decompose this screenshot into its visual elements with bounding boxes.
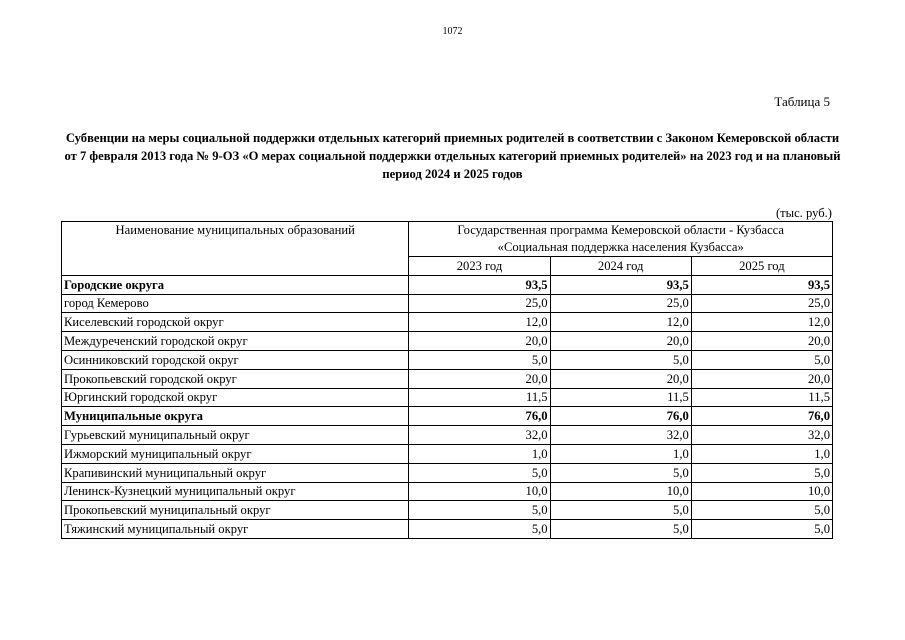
table-row bbox=[62, 313, 833, 332]
row-name-cell: Городские округа bbox=[62, 275, 409, 294]
row-name-cell: город Кемерово bbox=[62, 294, 409, 313]
value-2024-cell: 32,0 bbox=[550, 426, 691, 445]
value-2023-cell: 10,0 bbox=[409, 482, 550, 501]
value-2023-cell: 5,0 bbox=[409, 520, 550, 539]
column-header-program bbox=[409, 222, 833, 257]
row-name-cell: Ленинск-Кузнецкий муниципальный округ bbox=[62, 482, 409, 501]
row-name-cell: Юргинский городской округ bbox=[62, 388, 409, 407]
value-2024-cell: 76,0 bbox=[550, 407, 691, 426]
value-2025-cell: 25,0 bbox=[691, 294, 832, 313]
table-row bbox=[62, 388, 833, 407]
value-2024-cell: 25,0 bbox=[550, 294, 691, 313]
row-name-cell: Междуреченский городской округ bbox=[62, 332, 409, 351]
value-2024-cell: 11,5 bbox=[550, 388, 691, 407]
value-2024-cell: 5,0 bbox=[550, 350, 691, 369]
program-line-1: Государственная программа Кемеровской области - Кузбасса bbox=[457, 223, 784, 237]
value-2025-cell: 5,0 bbox=[691, 350, 832, 369]
row-name-cell: Прокопьевский городской округ bbox=[62, 369, 409, 388]
column-header-name: Наименование муниципальных образований bbox=[62, 222, 409, 276]
table-row bbox=[62, 350, 833, 369]
column-header-2025: 2025 год bbox=[691, 257, 832, 276]
subsidy-table bbox=[61, 221, 833, 539]
row-name-cell: Крапивинский муниципальный округ bbox=[62, 463, 409, 482]
value-2023-cell: 11,5 bbox=[409, 388, 550, 407]
program-line-2: «Социальная поддержка населения Кузбасса» bbox=[497, 240, 744, 254]
table-row bbox=[62, 407, 833, 426]
row-name-cell: Гурьевский муниципальный округ bbox=[62, 426, 409, 445]
table-row bbox=[62, 444, 833, 463]
table-body bbox=[62, 275, 833, 538]
value-2024-cell: 5,0 bbox=[550, 463, 691, 482]
column-header-2023: 2023 год bbox=[409, 257, 550, 276]
row-name-cell: Ижморский муниципальный округ bbox=[62, 444, 409, 463]
value-2024-cell: 1,0 bbox=[550, 444, 691, 463]
row-name-cell: Прокопьевский муниципальный округ bbox=[62, 501, 409, 520]
value-2024-cell: 5,0 bbox=[550, 520, 691, 539]
value-2023-cell: 32,0 bbox=[409, 426, 550, 445]
value-2025-cell: 1,0 bbox=[691, 444, 832, 463]
value-2023-cell: 5,0 bbox=[409, 501, 550, 520]
value-2024-cell: 93,5 bbox=[550, 275, 691, 294]
row-name-cell: Киселевский городской округ bbox=[62, 313, 409, 332]
value-2025-cell: 93,5 bbox=[691, 275, 832, 294]
value-2023-cell: 12,0 bbox=[409, 313, 550, 332]
value-2025-cell: 20,0 bbox=[691, 369, 832, 388]
value-2023-cell: 25,0 bbox=[409, 294, 550, 313]
row-name-cell: Муниципальные округа bbox=[62, 407, 409, 426]
units-label: (тыс. руб.) bbox=[775, 206, 832, 220]
value-2025-cell: 11,5 bbox=[691, 388, 832, 407]
table-row bbox=[62, 463, 833, 482]
row-name-cell: Тяжинский муниципальный округ bbox=[62, 520, 409, 539]
value-2025-cell: 5,0 bbox=[691, 520, 832, 539]
value-2023-cell: 76,0 bbox=[409, 407, 550, 426]
value-2025-cell: 10,0 bbox=[691, 482, 832, 501]
table-row bbox=[62, 275, 833, 294]
row-name-cell: Осинниковский городской округ bbox=[62, 350, 409, 369]
value-2025-cell: 12,0 bbox=[691, 313, 832, 332]
table-row bbox=[62, 294, 833, 313]
value-2025-cell: 32,0 bbox=[691, 426, 832, 445]
table-header-row bbox=[62, 222, 833, 257]
column-header-2024: 2024 год bbox=[550, 257, 691, 276]
value-2023-cell: 1,0 bbox=[409, 444, 550, 463]
value-2023-cell: 20,0 bbox=[409, 332, 550, 351]
table-row bbox=[62, 482, 833, 501]
value-2025-cell: 5,0 bbox=[691, 501, 832, 520]
value-2023-cell: 93,5 bbox=[409, 275, 550, 294]
value-2024-cell: 10,0 bbox=[550, 482, 691, 501]
value-2025-cell: 76,0 bbox=[691, 407, 832, 426]
table-label: Таблица 5 bbox=[774, 94, 830, 109]
table-row bbox=[62, 426, 833, 445]
value-2024-cell: 12,0 bbox=[550, 313, 691, 332]
document-title: Субвенции на меры социальной поддержки отдельных категорий приемных родителей в соответствии с Законом Кемеровской области от 7 февраля 2013 года № 9-ОЗ «О мерах социальной поддержки отдельных категорий приемных родителей» на 2023 год и на плановый период 2024 и 2025 годов bbox=[64, 131, 841, 181]
value-2023-cell: 5,0 bbox=[409, 463, 550, 482]
table-row bbox=[62, 520, 833, 539]
table-row bbox=[62, 369, 833, 388]
page-number: 1072 bbox=[442, 26, 463, 37]
table-row bbox=[62, 501, 833, 520]
value-2023-cell: 5,0 bbox=[409, 350, 550, 369]
value-2025-cell: 5,0 bbox=[691, 463, 832, 482]
value-2025-cell: 20,0 bbox=[691, 332, 832, 351]
value-2024-cell: 20,0 bbox=[550, 332, 691, 351]
value-2023-cell: 20,0 bbox=[409, 369, 550, 388]
value-2024-cell: 5,0 bbox=[550, 501, 691, 520]
table-row bbox=[62, 332, 833, 351]
value-2024-cell: 20,0 bbox=[550, 369, 691, 388]
